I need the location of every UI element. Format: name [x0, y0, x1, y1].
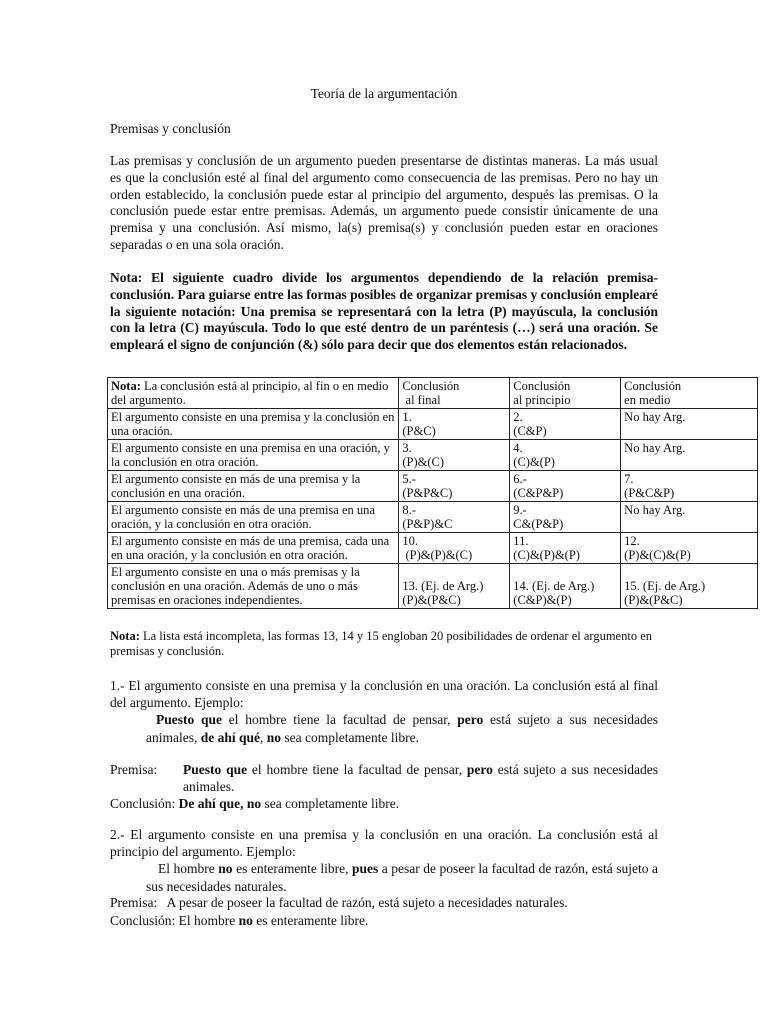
conclusion2-label: Conclusión:: [110, 913, 176, 928]
header-col-middle: [621, 378, 758, 409]
example1-premise: [110, 761, 658, 794]
footnote-text: La lista está incompleta, las formas 13, 14 y 15 engloban 20 posibilidades de ordenar el argumento en premisas y conclusión.: [110, 629, 652, 658]
ex1-text-2: está sujeto a sus necesidades animales,: [146, 712, 658, 745]
form-cell: [510, 564, 621, 609]
table-row: [108, 440, 758, 471]
form-number: 1.: [402, 410, 412, 424]
footnote-label: Nota:: [110, 629, 140, 643]
header-col-end-line1: Conclusión: [402, 379, 460, 393]
notation-note: Nota: El siguiente cuadro divide los argumentos dependiendo de la relación premisa-conclusión. Para guiarse entre las formas posibles de organizar premisas y conclusión emplearé la siguiente notación: Una premisa se representará con la letra (P) mayúscula, la conclusión con la letra (C) mayúscula. Todo lo que esté dentro de un paréntesis (…) será una oración. Se empleará el signo de conjunción (&) sólo para decir que dos elementos están relacionados.: [110, 270, 658, 353]
header-col-start: [510, 378, 621, 409]
form-notation: (P&C&P): [624, 486, 675, 500]
form-number: 6.-: [513, 472, 527, 486]
ex2-bold-2: pues: [351, 861, 379, 876]
table-header-row: [108, 378, 758, 409]
c2-text-1: El hombre: [175, 913, 239, 928]
ex2-text-2: es enteramente libre,: [232, 861, 352, 876]
form-notation: (P)&(C): [402, 455, 445, 469]
form-notation: (P)&(P)&(C): [402, 548, 473, 562]
form-number: 15. (Ej. de Arg.): [624, 579, 706, 593]
row-description: El argumento consiste en una premisa y la conclusión en una oración.: [108, 409, 399, 440]
example2-premise: [110, 894, 658, 911]
form-cell: [510, 502, 621, 533]
form-number: 9.-: [513, 503, 527, 517]
example1-intro: 1.- El argumento consiste en una premisa y la conclusión en una oración. La conclusión está al final del argumento. Ejemplo:: [110, 678, 658, 710]
table-row: [108, 471, 758, 502]
header-note-cell: [108, 378, 399, 409]
header-col-end: [399, 378, 510, 409]
form-notation: C&(P&P): [513, 517, 564, 531]
header-col-end-line2: al final: [402, 393, 441, 407]
table-row: [108, 409, 758, 440]
row-description: El argumento consiste en una o más premisas y la conclusión en una oración. Además de uno o más premisas en oraciones independientes.: [108, 564, 399, 609]
premise-text: [183, 761, 658, 795]
premise-label: Premisa:: [110, 762, 158, 777]
example1-conclusion: [110, 795, 658, 812]
form-number: No hay Arg.: [624, 441, 686, 455]
table-row: [108, 533, 758, 564]
document-title: Teoría de la argumentación: [310, 86, 458, 101]
argument-forms-table: [107, 377, 758, 609]
c1-bold: De ahí que, no: [175, 796, 262, 811]
ex1-text-3: ,: [260, 730, 267, 745]
form-number: 11.: [513, 534, 529, 548]
example2-sentence: [146, 860, 658, 896]
form-cell: [399, 409, 510, 440]
header-col-start-line2: al principio: [513, 393, 571, 407]
form-notation: (C)&(P): [513, 455, 555, 469]
ex1-text-1: el hombre tiene la facultad de pensar,: [222, 712, 458, 727]
header-col-middle-line2: en medio: [624, 393, 671, 407]
premise2-label: Premisa:: [110, 895, 158, 910]
form-cell: [510, 533, 621, 564]
header-col-start-line1: Conclusión: [513, 379, 571, 393]
row-description: El argumento consiste en más de una premisa y la conclusión en una oración.: [108, 471, 399, 502]
ex2-text-1: El hombre: [158, 861, 219, 876]
ex2-bold-1: no: [218, 861, 233, 876]
example2-intro: 2.- El argumento consiste en una premisa y la conclusión en una oración. La conclusión está al principio del argumento. Ejemplo:: [110, 827, 658, 859]
form-number: 12.: [624, 534, 640, 548]
form-cell: [510, 440, 621, 471]
p1-bold-1: Puesto que: [183, 762, 248, 777]
table-footnote: [110, 629, 658, 659]
form-notation: (P&P&C): [402, 486, 453, 500]
form-number: 8.-: [402, 503, 416, 517]
form-number: 5.-: [402, 472, 416, 486]
section-heading: Premisas y conclusión: [110, 121, 231, 136]
table-row: [108, 564, 758, 609]
example1-sentence: [146, 711, 658, 747]
form-notation: (C&P): [513, 424, 547, 438]
conclusion-label: Conclusión:: [110, 796, 176, 811]
form-notation: (P&P)&C: [402, 517, 453, 531]
c2-text-2: es enteramente libre.: [252, 913, 369, 928]
form-cell: [621, 564, 758, 609]
intro-paragraph: Las premisas y conclusión de un argumento pueden presentarse de distintas maneras. La más usual es que la conclusión esté al final del argumento como consecuencia de las premisas. Pero no hay un orden establecido, la conclusión puede estar al principio del argumento, después las premisas. O la conclusión puede estar entre premisas. Además, un argumento puede consistir únicamente de una premisa y una conclusión. Así mismo, la(s) premisa(s) y conclusión pueden estar en oraciones separadas o en una sola oración.: [110, 153, 658, 252]
form-cell: [621, 502, 758, 533]
form-number: 4.: [513, 441, 523, 455]
form-cell: [399, 564, 510, 609]
p1-text-2: está sujeto a sus necesidades animales.: [183, 762, 658, 794]
form-number: 10.: [402, 534, 419, 548]
form-number: 7.: [624, 472, 634, 486]
c1-text: sea completamente libre.: [261, 796, 400, 811]
form-cell: [621, 471, 758, 502]
header-note-text: La conclusión está al principio, al fin o en medio del argumento.: [111, 379, 389, 407]
form-notation: (P)&(P&C): [402, 593, 461, 607]
form-cell: [510, 409, 621, 440]
ex1-bold-2: pero: [457, 712, 484, 727]
ex1-bold-1: Puesto que: [156, 712, 223, 727]
form-notation: (P)&(C)&(P): [624, 548, 691, 562]
ex2-text-3: a pesar de poseer la facultad de razón, está sujeto a sus necesidades naturales.: [146, 861, 658, 894]
form-cell: [399, 533, 510, 564]
form-cell: [399, 502, 510, 533]
form-number: 2.: [513, 410, 523, 424]
form-cell: [510, 471, 621, 502]
form-notation: (C&P)&(P): [513, 593, 572, 607]
example2-conclusion: [110, 912, 658, 929]
form-cell: [399, 471, 510, 502]
header-note-label: Nota:: [111, 379, 141, 393]
form-cell: [621, 440, 758, 471]
row-description: El argumento consiste en una premisa en una oración, y la conclusión en otra oración.: [108, 440, 399, 471]
ex1-bold-4: no: [266, 730, 282, 745]
form-number: 3.: [402, 441, 412, 455]
form-notation: (P&C): [402, 424, 436, 438]
table-body: [108, 378, 758, 609]
ex1-text-4: sea completamente libre.: [281, 730, 419, 745]
form-notation: (P)&(P&C): [624, 593, 683, 607]
form-number: 14. (Ej. de Arg.): [513, 579, 595, 593]
form-cell: [621, 533, 758, 564]
form-notation: (C)&(P)&(P): [513, 548, 580, 562]
form-number: No hay Arg.: [624, 503, 686, 517]
header-col-middle-line1: Conclusión: [624, 379, 682, 393]
row-description: El argumento consiste en más de una premisa, cada una en una oración, y la conclusión en otra oración.: [108, 533, 399, 564]
p1-bold-2: pero: [466, 762, 493, 777]
row-description: El argumento consiste en más de una premisa en una oración, y la conclusión en otra oración.: [108, 502, 399, 533]
ex1-bold-3: de ahí qué: [200, 730, 261, 745]
c2-bold: no: [238, 913, 253, 928]
p1-text-1: el hombre tiene la facultad de pensar,: [247, 762, 467, 777]
form-notation: (C&P&P): [513, 486, 564, 500]
form-number: No hay Arg.: [624, 410, 686, 424]
form-number: 13. (Ej. de Arg.): [402, 579, 484, 593]
form-cell: [399, 440, 510, 471]
premise2-text: A pesar de poseer la facultad de razón, está sujeto a necesidades naturales.: [157, 895, 568, 910]
table-row: [108, 502, 758, 533]
form-cell: [621, 409, 758, 440]
